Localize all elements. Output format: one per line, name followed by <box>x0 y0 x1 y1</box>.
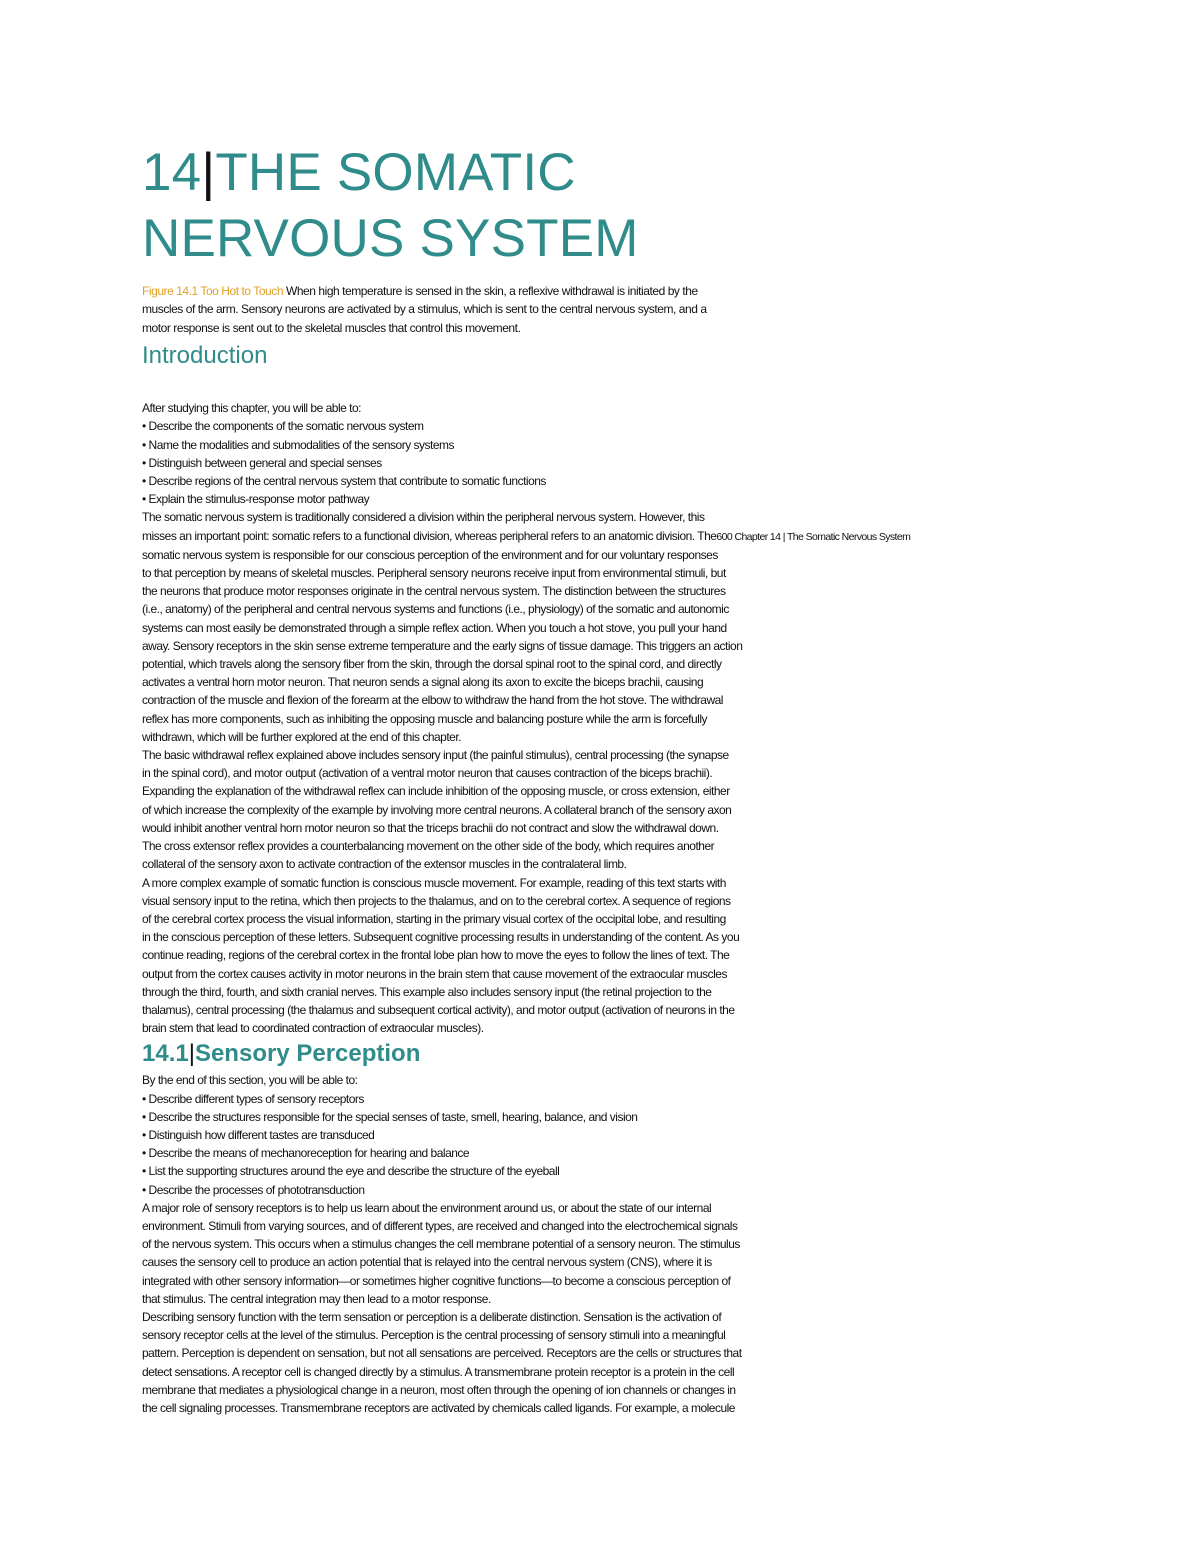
text-line-content: in the conscious perception of these letters. Subsequent cognitive processing results in understanding of the content. As you <box>142 930 740 945</box>
text-line-content: of the nervous system. This occurs when a stimulus changes the cell membrane potential of a sensory neuron. The stimulus <box>142 1237 740 1252</box>
text-line <box>142 710 1042 728</box>
text-line <box>142 619 1042 637</box>
text-line <box>142 837 1042 855</box>
text-line <box>142 454 1042 472</box>
text-line-content: By the end of this section, you will be able to: <box>142 1073 358 1088</box>
text-line <box>142 436 1042 454</box>
figure-label: Figure 14.1 Too Hot to Touch <box>142 284 284 298</box>
text-line-content: away. Sensory receptors in the skin sense extreme temperature and the early signs of tissue damage. This triggers an action <box>142 638 743 653</box>
text-line <box>142 819 1042 837</box>
caption-line: muscles of the arm. Sensory neurons are activated by a stimulus, which is sent to the central nervous system, and a <box>142 302 707 317</box>
text-line-content: misses an important point: somatic refers to a functional division, whereas peripheral refers to an anatomic division. The <box>142 528 717 543</box>
text-line-content: output from the cortex causes activity in motor neurons in the brain stem that cause movement of the extraocular muscles <box>142 966 727 981</box>
text-line <box>142 946 1042 964</box>
text-line-content: the neurons that produce motor responses originate in the central nervous system. The distinction between the structures <box>142 584 726 599</box>
text-line <box>142 564 1042 582</box>
text-line-content: brain stem that lead to coordinated contraction of extraocular muscles). <box>142 1021 484 1036</box>
introduction-heading: Introduction <box>142 342 268 370</box>
chapter-separator: | <box>201 143 216 202</box>
text-line <box>142 546 1042 564</box>
text-line <box>142 417 1042 435</box>
text-line <box>142 1272 1042 1290</box>
text-line-content: thalamus), central processing (the thalamus and subsequent cortical activity), and motor output (activation of neurons in the <box>142 1002 735 1017</box>
text-line-content: • Explain the stimulus-response motor pathway <box>142 492 370 507</box>
text-line <box>142 1326 1042 1344</box>
text-line <box>142 801 1042 819</box>
section-title: Sensory Perception <box>194 1040 421 1068</box>
text-line-content: to that perception by means of skeletal muscles. Peripheral sensory neurons receive input from environmental stimuli, but <box>142 566 726 581</box>
text-line-content: (i.e., anatomy) of the peripheral and central nervous systems and functions (i.e., physiology) of the somatic and autonomic <box>142 602 729 617</box>
text-line-content: • Describe the means of mechanoreception for hearing and balance <box>142 1146 470 1161</box>
text-line <box>142 1253 1042 1271</box>
text-line-content: causes the sensory cell to produce an action potential that is relayed into the central nervous system (CNS), where it is <box>142 1255 712 1270</box>
text-line <box>142 490 1042 508</box>
chapter-number: 14 <box>142 143 202 202</box>
text-line <box>142 928 1042 946</box>
section-number: 14.1 <box>142 1040 189 1068</box>
text-line-content: detect sensations. A receptor cell is changed directly by a stimulus. A transmembrane protein receptor is a protein in the cell <box>142 1364 735 1379</box>
text-line-content: Describing sensory function with the term sensation or perception is a deliberate distinction. Sensation is the activation of <box>142 1309 722 1324</box>
caption-line: motor response is sent out to the skeletal muscles that control this movement. <box>142 320 521 335</box>
text-line <box>142 1399 1042 1417</box>
page-running-header: 600 Chapter 14 | The Somatic Nervous System <box>716 530 911 543</box>
text-line-content: visual sensory input to the retina, which then projects to the thalamus, and on to the cerebral cortex. A sequence of regions <box>142 893 731 908</box>
text-line <box>142 1363 1042 1381</box>
text-line <box>142 1126 1042 1144</box>
text-line <box>142 1162 1042 1180</box>
text-line-content: the cell signaling processes. Transmembrane receptors are activated by chemicals called ligands. For example, a molecule <box>142 1400 735 1415</box>
text-line-content: Expanding the explanation of the withdrawal reflex can include inhibition of the opposing muscle, or cross extension, either <box>142 784 730 799</box>
text-line <box>142 1071 1042 1089</box>
text-line-content: in the spinal cord), and motor output (activation of a ventral motor neuron that causes contraction of the biceps brachii). <box>142 766 713 781</box>
text-line <box>142 983 1042 1001</box>
text-line-content: activates a ventral horn motor neuron. That neuron sends a signal along its axon to excite the biceps brachii, causing <box>142 675 704 690</box>
text-line <box>142 1344 1042 1362</box>
text-line <box>142 746 1042 764</box>
text-line <box>142 1144 1042 1162</box>
text-line <box>142 855 1042 873</box>
figure-caption <box>142 282 1042 337</box>
text-line <box>142 965 1042 983</box>
chapter-title <box>142 140 1042 272</box>
text-line-content: • Describe different types of sensory receptors <box>142 1091 364 1106</box>
text-line <box>142 910 1042 928</box>
text-line-content: somatic nervous system is responsible for our conscious perception of the environment and for our voluntary responses <box>142 547 718 562</box>
text-line-content: • Name the modalities and submodalities of the sensory systems <box>142 437 455 452</box>
text-line-content: contraction of the muscle and flexion of the forearm at the elbow to withdraw the hand from the hot stove. The withdrawal <box>142 693 723 708</box>
text-line-content: • Distinguish between general and special senses <box>142 455 382 470</box>
text-line <box>142 892 1042 910</box>
chapter-title-line1: THE SOMATIC <box>215 143 576 202</box>
text-line <box>142 1290 1042 1308</box>
text-line-content: A major role of sensory receptors is to help us learn about the environment around us, or about the state of our internal <box>142 1200 712 1215</box>
text-line <box>142 728 1042 746</box>
text-line <box>142 1108 1042 1126</box>
text-line <box>142 582 1042 600</box>
text-line-content: integrated with other sensory information—or sometimes higher cognitive functions—to become a conscious perception of <box>142 1273 731 1288</box>
text-line-content: collateral of the sensory axon to activate contraction of the extensor muscles in the contralateral limb. <box>142 857 627 872</box>
text-line-content: • Describe regions of the central nervous system that contribute to somatic functions <box>142 474 546 489</box>
text-line-content: withdrawn, which will be further explored at the end of this chapter. <box>142 729 462 744</box>
text-line <box>142 1001 1042 1019</box>
section-14-1-body <box>142 1071 1042 1417</box>
text-line <box>142 637 1042 655</box>
text-line-content: that stimulus. The central integration may then lead to a motor response. <box>142 1291 491 1306</box>
text-line <box>142 1308 1042 1326</box>
section-separator: | <box>188 1040 195 1068</box>
text-line-content: The somatic nervous system is traditionally considered a division within the peripheral nervous system. However, this <box>142 510 705 525</box>
text-line <box>142 764 1042 782</box>
text-line-content: would inhibit another ventral horn motor neuron so that the triceps brachii do not contract and slow the withdrawal down. <box>142 820 719 835</box>
caption-line: When high temperature is sensed in the skin, a reflexive withdrawal is initiated by the <box>285 284 698 298</box>
text-line-content: The cross extensor reflex provides a counterbalancing movement on the other side of the body, which requires another <box>142 839 715 854</box>
text-line-content: through the third, fourth, and sixth cranial nerves. This example also includes sensory input (the retinal projection to the <box>142 984 712 999</box>
text-line <box>142 1019 1042 1037</box>
text-line <box>142 691 1042 709</box>
text-line-content: of which increase the complexity of the example by involving more central neurons. A collateral branch of the sensory axon <box>142 802 732 817</box>
section-14-1-heading <box>142 1039 1042 1069</box>
text-line-content: • Distinguish how different tastes are transduced <box>142 1127 375 1142</box>
text-line-content: potential, which travels along the sensory fiber from the skin, through the dorsal spinal root to the spinal cord, and directly <box>142 657 722 672</box>
document-page <box>142 140 1042 1417</box>
text-line <box>142 782 1042 800</box>
text-line-content: systems can most easily be demonstrated through a simple reflex action. When you touch a hot stove, you pull your hand <box>142 620 727 635</box>
text-line-content: A more complex example of somatic function is conscious muscle movement. For example, reading of this text starts with <box>142 875 726 890</box>
text-line <box>142 655 1042 673</box>
chapter-title-line2: NERVOUS SYSTEM <box>142 209 639 268</box>
text-line-content: pattern. Perception is dependent on sensation, but not all sensations are perceived. Receptors are the cells or structures that <box>142 1346 742 1361</box>
text-line-content: continue reading, regions of the cerebral cortex in the frontal lobe plan how to move the eyes to follow the lines of text. The <box>142 948 730 963</box>
text-line-content: After studying this chapter, you will be able to: <box>142 401 361 416</box>
text-line-content: sensory receptor cells at the level of the stimulus. Perception is the central processing of sensory stimuli into a meaningful <box>142 1328 726 1343</box>
text-line-content: • Describe the components of the somatic nervous system <box>142 419 424 434</box>
text-line-content: • Describe the structures responsible for the special senses of taste, smell, hearing, balance, and vision <box>142 1109 638 1124</box>
text-line <box>142 527 1042 546</box>
text-line <box>142 874 1042 892</box>
text-line <box>142 399 1042 417</box>
text-line <box>142 1217 1042 1235</box>
text-line <box>142 600 1042 618</box>
text-line-content: • List the supporting structures around the eye and describe the structure of the eyeball <box>142 1164 560 1179</box>
text-line-content: reflex has more components, such as inhibiting the opposing muscle and balancing posture while the arm is forcefully <box>142 711 708 726</box>
text-line <box>142 1199 1042 1217</box>
text-line-content: membrane that mediates a physiological change in a neuron, most often through the opening of ion channels or changes in <box>142 1382 736 1397</box>
text-line <box>142 1381 1042 1399</box>
introduction-body <box>142 399 1042 1037</box>
text-line <box>142 1090 1042 1108</box>
text-line-content: The basic withdrawal reflex explained above includes sensory input (the painful stimulus), central processing (the synapse <box>142 748 729 763</box>
text-line <box>142 472 1042 490</box>
text-line-content: environment. Stimuli from varying sources, and of different types, are received and changed into the electrochemical signals <box>142 1218 738 1233</box>
text-line <box>142 1235 1042 1253</box>
text-line <box>142 508 1042 526</box>
text-line-content: of the cerebral cortex process the visual information, starting in the primary visual cortex of the occipital lobe, and resulting <box>142 911 726 926</box>
text-line <box>142 1181 1042 1199</box>
text-line <box>142 673 1042 691</box>
text-line-content: • Describe the processes of phototransduction <box>142 1182 365 1197</box>
